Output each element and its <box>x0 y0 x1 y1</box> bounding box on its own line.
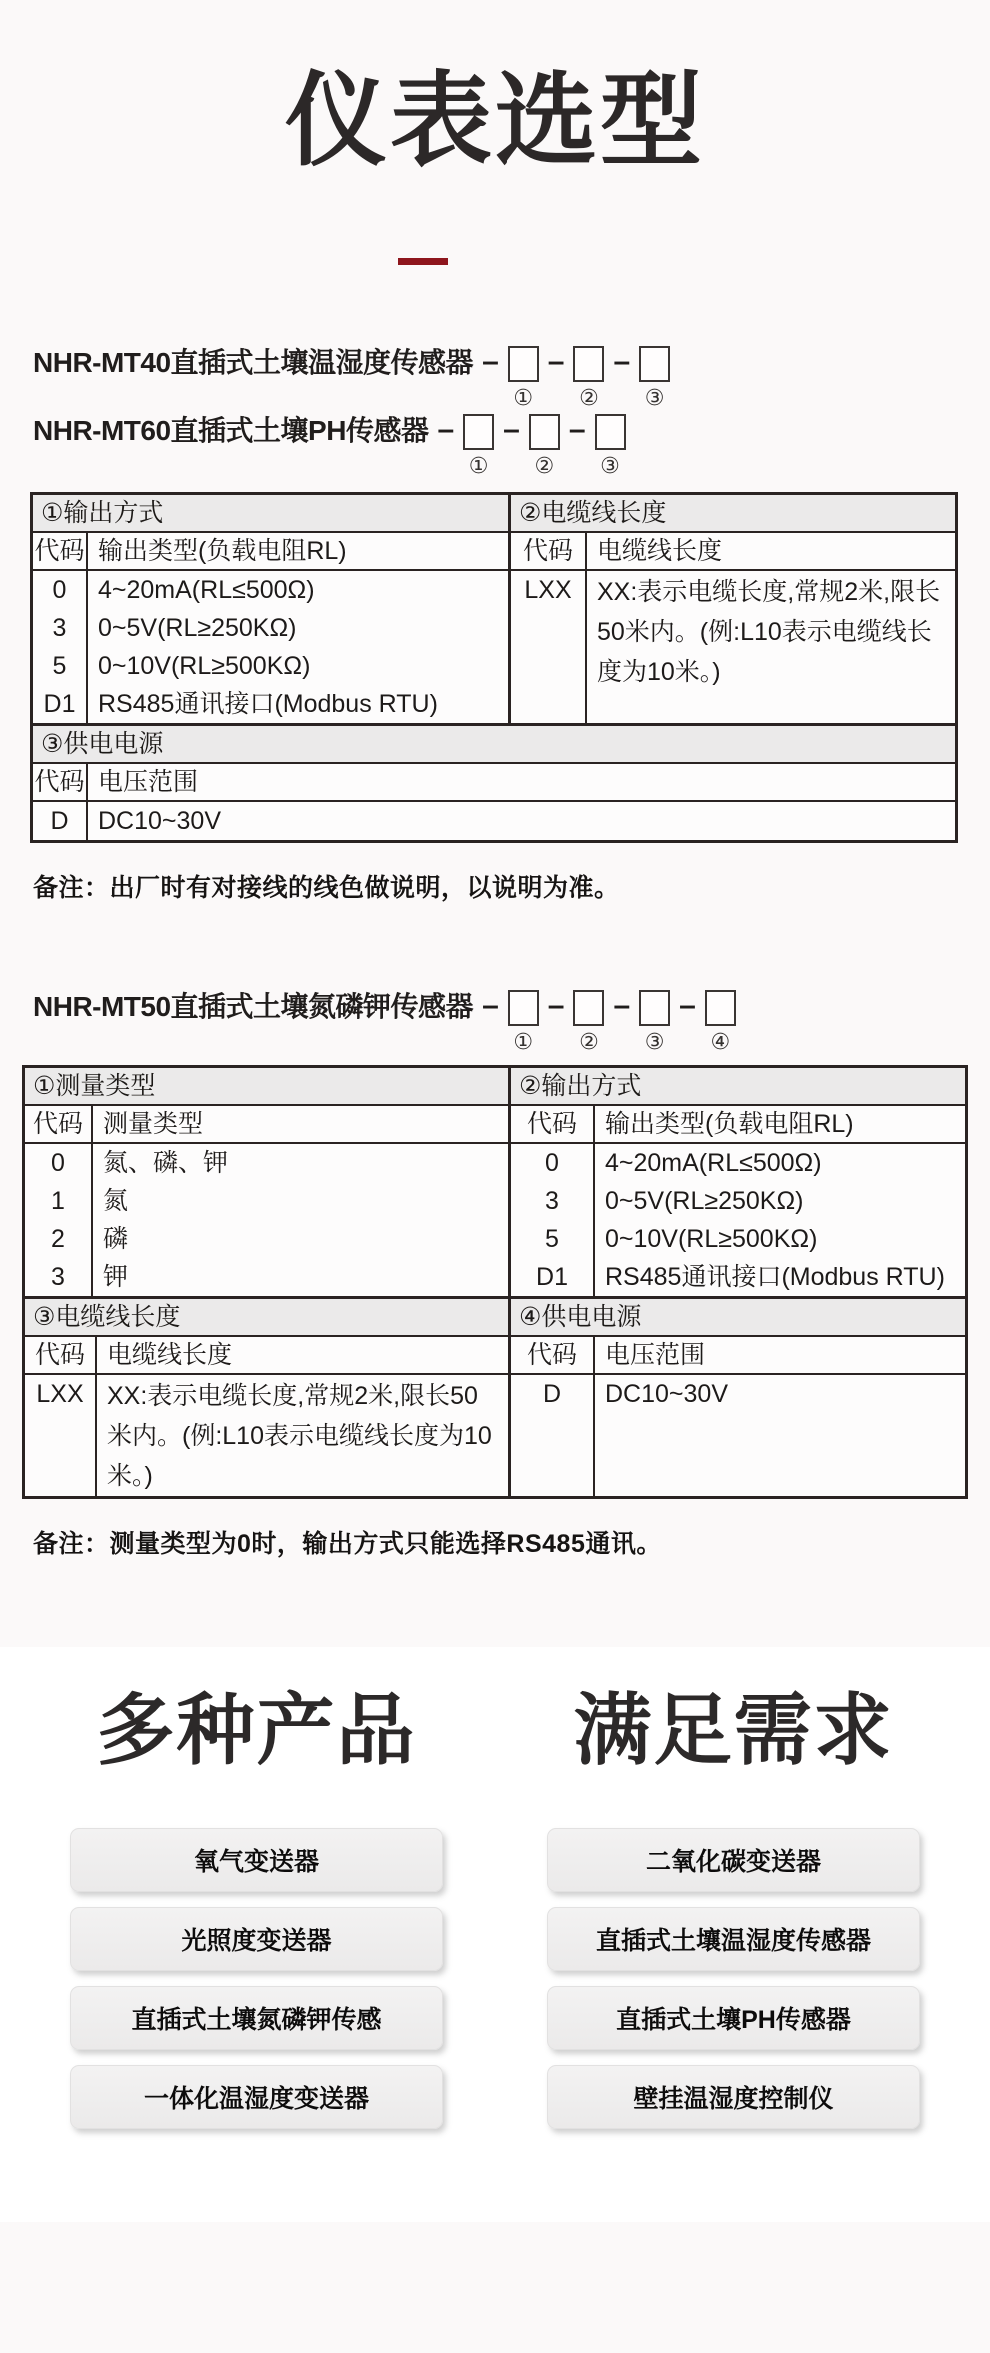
model-name-mt40: NHR-MT40直插式土壤温湿度传感器 <box>33 347 474 378</box>
desc-header-cell: 输出类型(负载电阻RL) <box>605 1110 854 1138</box>
dash-separator: – <box>568 413 586 446</box>
model-line-mt40 <box>33 343 990 411</box>
column-headers <box>511 1106 965 1144</box>
desc-header-cell: 电压范围 <box>98 768 199 796</box>
table-body <box>33 802 955 840</box>
product-button-wall-mounted-temp-humidity-controller[interactable]: 壁挂温湿度控制仪 <box>547 2065 920 2129</box>
section-output-mode <box>508 1068 965 1296</box>
section-header: ②输出方式 <box>511 1068 965 1106</box>
row-desc: 0~10V(RL≥500KΩ) <box>98 652 311 680</box>
code-box <box>595 414 626 450</box>
row-code: 1 <box>51 1187 65 1215</box>
position-number: ② <box>579 1029 599 1054</box>
products-heading <box>70 1686 920 1774</box>
position-number: ① <box>513 1029 534 1054</box>
row-desc: DC10~30V <box>98 807 221 835</box>
model-name-mt50: NHR-MT50直插式土壤氮磷钾传感器 <box>33 991 474 1022</box>
code-column <box>33 571 88 723</box>
row-code: D <box>542 1380 562 1408</box>
row-code: 3 <box>545 1187 559 1215</box>
column-headers <box>33 533 508 571</box>
code-position-3 <box>595 411 626 478</box>
row-code: LXX <box>36 1380 84 1408</box>
row-code: 3 <box>51 1263 65 1291</box>
code-box <box>639 346 670 382</box>
model-code-diagram-mt50 <box>33 987 990 1055</box>
table-body <box>25 1375 508 1496</box>
column-headers <box>25 1337 508 1375</box>
row-code: D <box>50 807 69 835</box>
section-header: ③供电电源 <box>33 726 955 764</box>
desc-column <box>595 1144 965 1296</box>
column-headers <box>511 533 955 571</box>
desc-column <box>587 571 955 723</box>
desc-header-cell: 电缆线长度 <box>107 1341 233 1369</box>
note-measure-type: 备注：测量类型为0时，输出方式只能选择RS485通讯。 <box>33 1530 662 1558</box>
table-body <box>25 1144 508 1296</box>
section-header: ①输出方式 <box>33 495 508 533</box>
code-position-3 <box>639 987 670 1054</box>
position-number: ④ <box>710 1029 731 1054</box>
column-headers <box>33 764 955 802</box>
code-position-1 <box>463 411 494 478</box>
position-number: ① <box>468 453 489 478</box>
code-box <box>705 990 736 1026</box>
desc-column <box>88 571 508 723</box>
row-code: 3 <box>52 614 67 642</box>
code-box <box>639 990 670 1026</box>
dash-separator: – <box>547 345 565 378</box>
column-headers <box>511 1337 965 1375</box>
section-power-supply <box>33 723 955 840</box>
model-line-mt60 <box>33 411 990 479</box>
desc-header-cell: 输出类型(负载电阻RL) <box>98 537 347 565</box>
dash-separator: – <box>503 413 520 446</box>
code-header-cell: 代码 <box>511 1106 595 1142</box>
position-number: ① <box>513 385 534 410</box>
dash-separator: – <box>482 989 499 1022</box>
product-button-oxygen-transmitter[interactable]: 氧气变送器 <box>70 1828 443 1892</box>
code-position-2 <box>573 343 604 410</box>
row-code: LXX <box>524 576 572 604</box>
desc-column <box>93 1144 508 1296</box>
product-button-soil-npk-sensor[interactable]: 直插式土壤氮磷钾传感 <box>70 1986 443 2050</box>
row-desc: 4~20mA(RL≤500Ω) <box>605 1149 822 1177</box>
row-code: 2 <box>51 1225 65 1253</box>
code-box <box>463 414 494 450</box>
desc-header-cell: 电缆线长度 <box>597 537 723 565</box>
code-header-cell: 代码 <box>511 533 587 569</box>
code-column <box>25 1144 93 1296</box>
position-number: ③ <box>644 1029 665 1054</box>
row-code: 5 <box>52 652 67 680</box>
section-header: ②电缆线长度 <box>511 495 955 533</box>
table-body <box>511 1144 965 1296</box>
row-desc: 0~10V(RL≥500KΩ) <box>605 1225 818 1253</box>
row-code: 0 <box>51 1149 65 1177</box>
code-position-4 <box>705 987 736 1054</box>
model-line-mt50 <box>33 987 990 1055</box>
products-heading-right: 满足需求 <box>573 1686 894 1774</box>
section-output-mode <box>33 495 508 723</box>
column-headers <box>25 1106 508 1144</box>
model-code-diagrams <box>33 343 990 479</box>
code-column <box>33 802 88 840</box>
desc-column <box>88 802 955 840</box>
code-position-1 <box>508 343 539 410</box>
code-column <box>25 1375 97 1496</box>
code-box <box>508 990 539 1026</box>
row-desc: RS485通讯接口(Modbus RTU) <box>98 690 438 718</box>
selection-table-mt50 <box>22 1065 968 1499</box>
desc-header-cell: 电压范围 <box>605 1341 706 1369</box>
product-button-soil-ph-sensor[interactable]: 直插式土壤PH传感器 <box>547 1986 920 2050</box>
code-position-3 <box>639 343 670 410</box>
row-code: D1 <box>536 1263 568 1291</box>
product-button-light-transmitter[interactable]: 光照度变送器 <box>70 1907 443 1971</box>
section-header: ④供电电源 <box>511 1299 965 1337</box>
row-desc: 磷 <box>103 1225 129 1253</box>
code-position-2 <box>529 411 560 478</box>
code-header-cell: 代码 <box>33 764 88 800</box>
desc-column <box>97 1375 508 1496</box>
row-desc: 0~5V(RL≥250KΩ) <box>605 1187 804 1215</box>
title-underline <box>398 258 448 265</box>
row-desc: RS485通讯接口(Modbus RTU) <box>605 1263 945 1291</box>
code-column <box>511 1375 595 1496</box>
position-number: ② <box>579 385 599 410</box>
code-header-cell: 代码 <box>25 1106 93 1142</box>
row-desc: 氮 <box>103 1187 129 1215</box>
code-box <box>508 346 539 382</box>
row-desc: XX:表示电缆长度,常规2米,限长50米内。(例:L10表示电缆线长度为10米。) <box>597 578 941 686</box>
position-number: ② <box>534 453 555 478</box>
code-header-cell: 代码 <box>33 533 88 569</box>
row-code: 0 <box>52 576 67 604</box>
section-cable-length <box>508 495 955 723</box>
product-button-co2-transmitter[interactable]: 二氧化碳变送器 <box>547 1828 920 1892</box>
table-body <box>511 571 955 723</box>
code-position-2 <box>573 987 604 1054</box>
code-position-1 <box>508 987 539 1054</box>
code-header-cell: 代码 <box>25 1337 97 1373</box>
row-desc: 0~5V(RL≥250KΩ) <box>98 614 297 642</box>
desc-header-cell: 测量类型 <box>103 1110 204 1138</box>
dash-separator: – <box>547 989 565 1022</box>
dash-separator: – <box>613 345 631 378</box>
position-number: ③ <box>644 385 665 410</box>
code-header-cell: 代码 <box>511 1337 595 1373</box>
selection-table-mt40-mt60 <box>30 492 958 843</box>
code-box <box>573 346 604 382</box>
section-measure-type <box>25 1068 508 1296</box>
code-box <box>529 414 560 450</box>
section-power-supply <box>508 1299 965 1496</box>
code-column <box>511 1144 595 1296</box>
dash-separator: – <box>679 989 696 1022</box>
row-desc: 钾 <box>103 1263 129 1291</box>
page-title: 仪表选型 <box>285 64 705 178</box>
section-header: ③电缆线长度 <box>25 1299 508 1337</box>
dash-separator: – <box>482 345 499 378</box>
row-desc: 氮、磷、钾 <box>103 1149 229 1177</box>
row-code: 5 <box>545 1225 559 1253</box>
model-name-mt60: NHR-MT60直插式土壤PH传感器 <box>33 415 429 446</box>
row-code: D1 <box>43 690 76 718</box>
row-desc: XX:表示电缆长度,常规2米,限长50米内。(例:L10表示电缆线长度为10米。) <box>107 1382 492 1490</box>
section-cable-length <box>25 1299 508 1496</box>
code-column <box>511 571 587 723</box>
position-number: ③ <box>600 453 620 478</box>
products-heading-left: 多种产品 <box>96 1686 417 1774</box>
row-code: 0 <box>545 1149 559 1177</box>
dash-separator: – <box>437 413 455 446</box>
table-body <box>511 1375 965 1496</box>
code-box <box>573 990 604 1026</box>
note-wiring: 备注：出厂时有对接线的线色做说明，以说明为准。 <box>33 874 620 902</box>
product-button-grid <box>70 1828 920 2129</box>
products-section <box>0 1647 990 2222</box>
row-desc: DC10~30V <box>605 1380 728 1408</box>
section-header: ①测量类型 <box>25 1068 508 1106</box>
product-button-soil-temp-humidity-sensor[interactable]: 直插式土壤温湿度传感器 <box>547 1907 920 1971</box>
table-body <box>33 571 508 723</box>
dash-separator: – <box>613 989 631 1022</box>
desc-column <box>595 1375 965 1496</box>
product-button-integrated-temp-humidity-transmitter[interactable]: 一体化温湿度变送器 <box>70 2065 443 2129</box>
row-desc: 4~20mA(RL≤500Ω) <box>98 576 315 604</box>
